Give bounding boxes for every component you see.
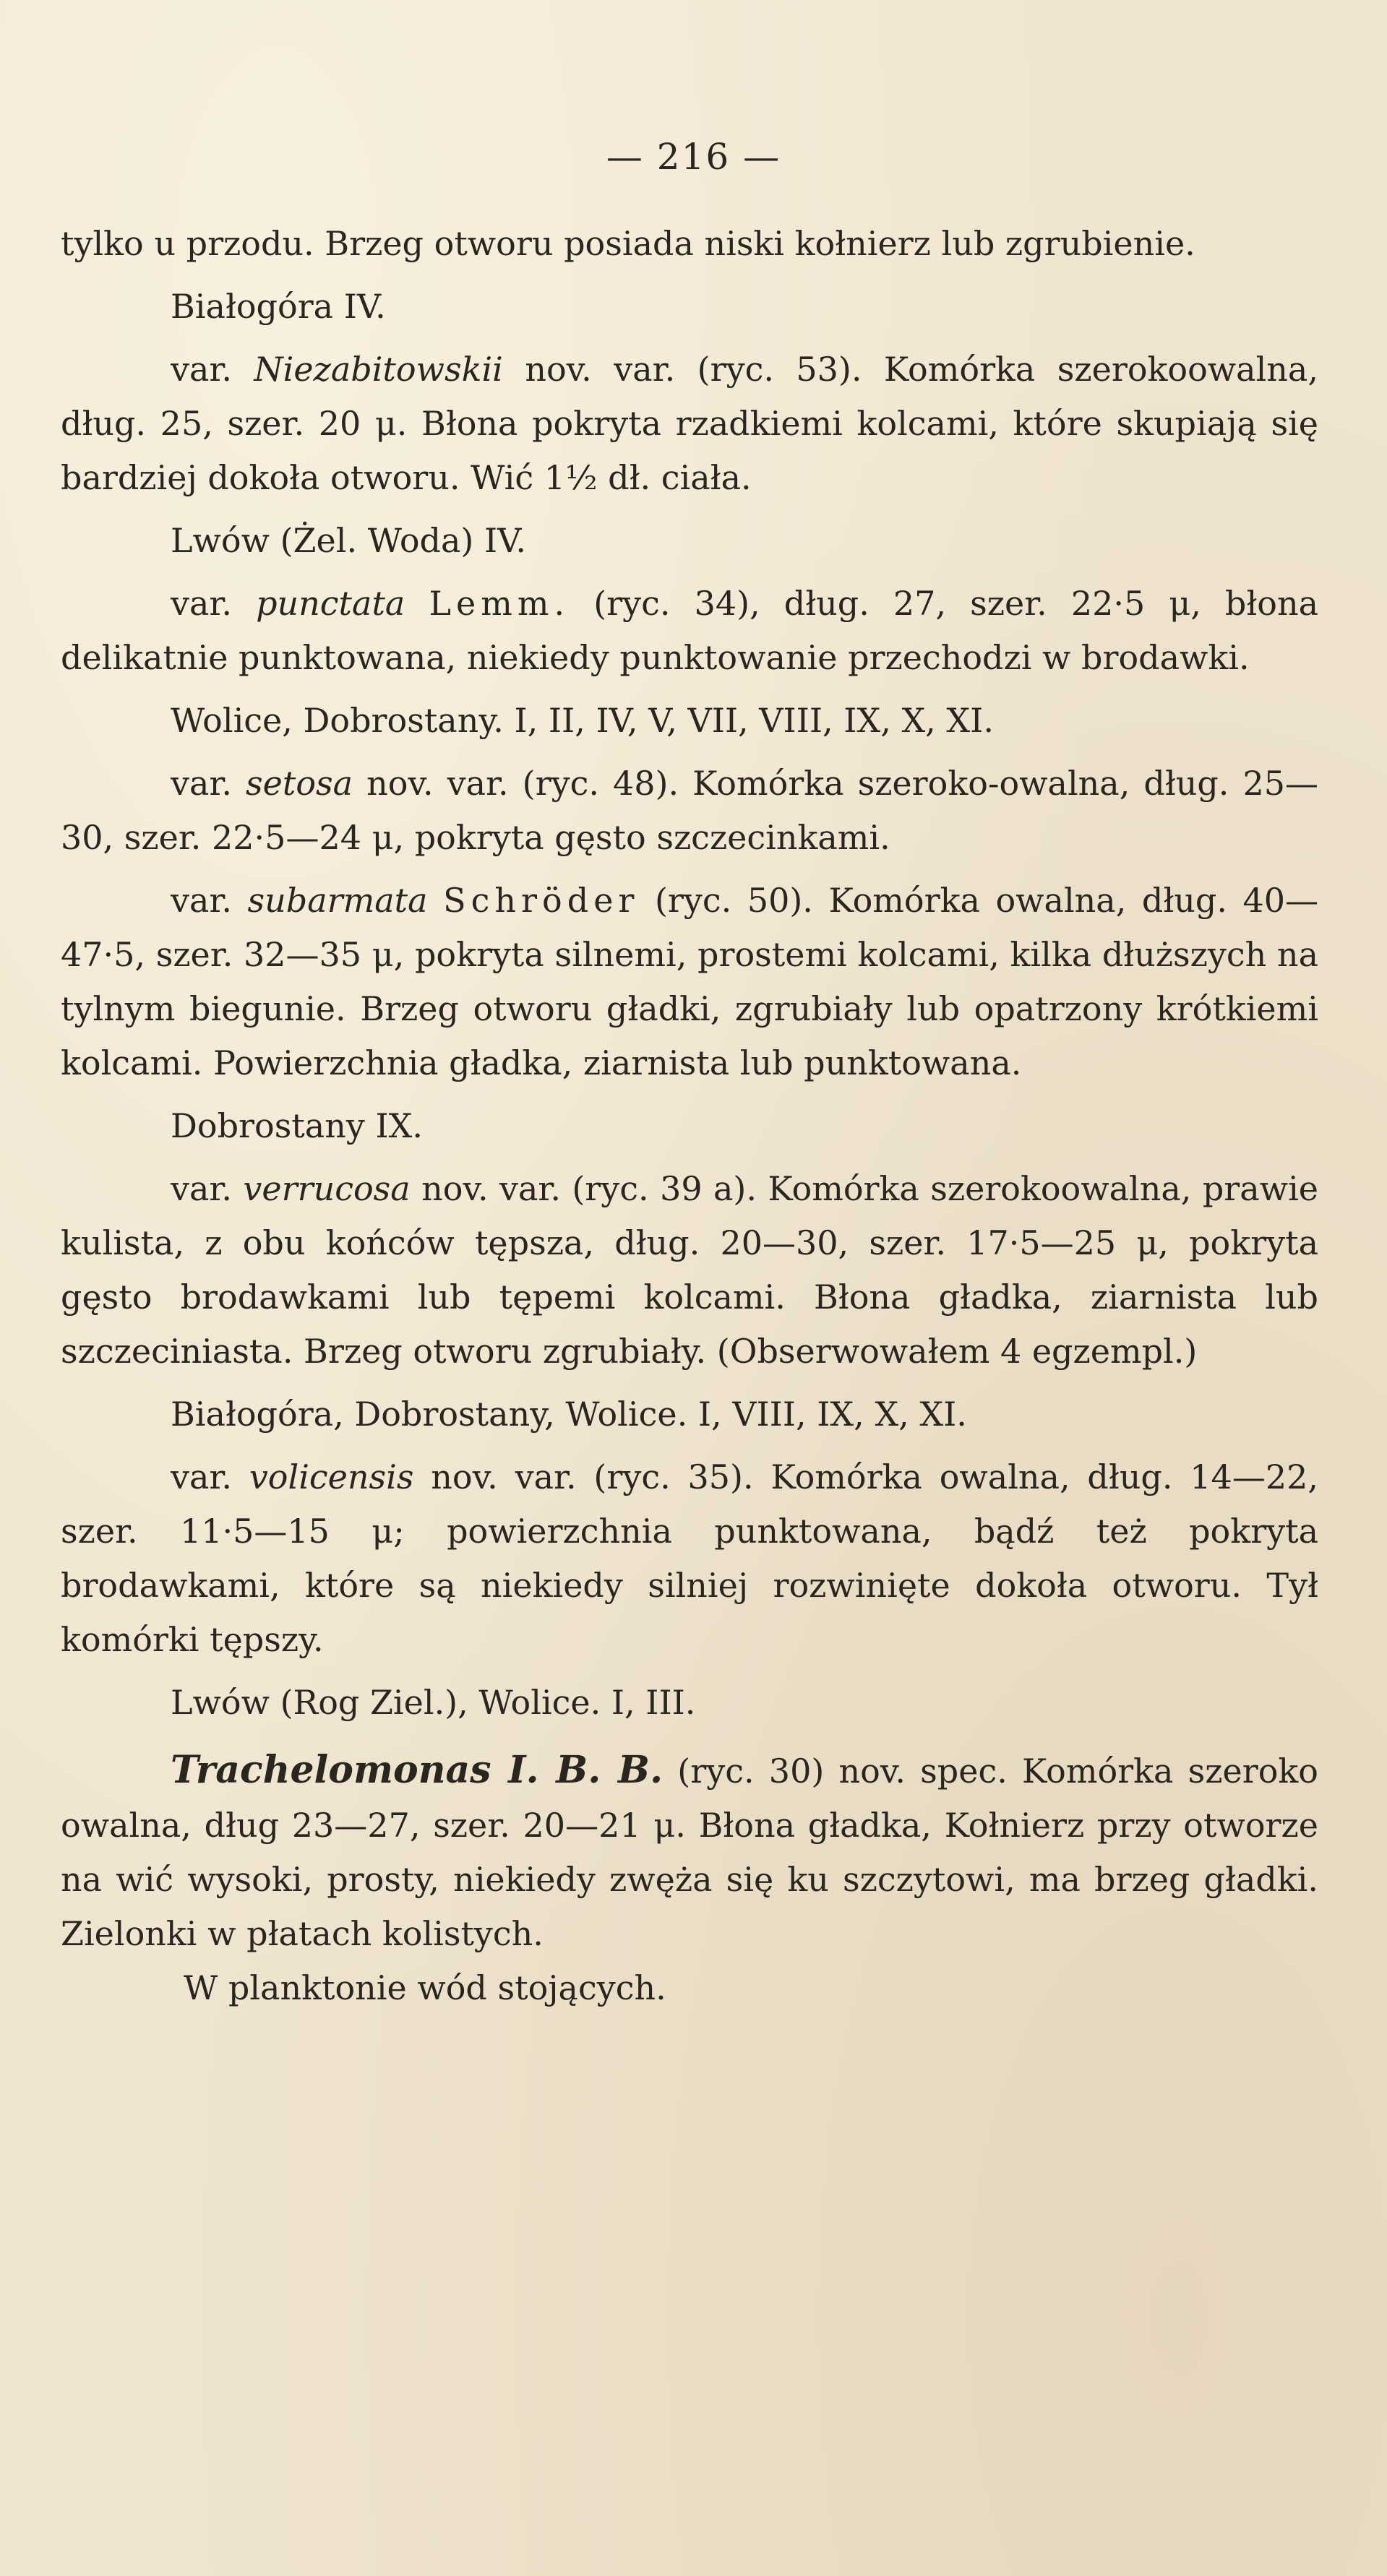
taxon-name: volicensis bbox=[249, 1457, 414, 1496]
var-prefix: var. bbox=[171, 350, 232, 389]
entry-description: nov. var. (ryc. 39 a). Komórka szerokoowalna, prawie kulista, z obu końców tępsza, dług. 20—30, szer. 17·5—25 μ, pokryta gęsto brodawkami lub tępemi kolcami. Błona gładka, ziarnista lub szczeciniasta. Brzeg otworu zgrubiały. (Obserwowałem 4 egzempl.) bbox=[61, 1169, 1318, 1371]
page-number: — 216 — bbox=[606, 136, 781, 178]
taxon-name: subarmata bbox=[247, 881, 428, 920]
var-prefix: var. bbox=[171, 1457, 232, 1496]
locality-line: Wolice, Dobrostany. I, II, IV, V, VII, VIII, IX, X, XI. bbox=[171, 701, 994, 740]
taxon-name: punctata bbox=[256, 584, 405, 623]
taxon-name: Niezabitowskii bbox=[254, 350, 503, 389]
entry-description: (ryc. 30) nov. spec. Komórka szeroko owalna, dług 23—27, szer. 20—21 μ. Błona gładka, Kołnierz przy otworze na wić wysoki, prosty, niekiedy zwęża się ku szczytowi, ma brzeg gładki. Zielonki w płatach kolistych. bbox=[61, 1752, 1318, 1953]
locality-line: Lwów (Żel. Woda) IV. bbox=[171, 521, 526, 560]
var-prefix: var. bbox=[171, 881, 232, 920]
genus-name: Trachelomonas I. B. B. bbox=[171, 1748, 664, 1792]
habitat-line: W planktonie wód stojących. bbox=[184, 1968, 666, 2007]
entry-punctata bbox=[61, 577, 1318, 685]
body-text bbox=[61, 217, 1318, 2015]
entry-description: nov. var. (ryc. 48). Komórka szeroko-owalna, dług. 25—30, szer. 22·5—24 μ, pokryta gęsto szczecinkami. bbox=[61, 764, 1318, 857]
intro-paragraph: tylko u przodu. Brzeg otworu posiada niski kołnierz lub zgrubienie. bbox=[61, 224, 1195, 263]
taxon-name: verrucosa bbox=[243, 1169, 411, 1208]
entry-description: (ryc. 50). Komórka owalna, dług. 40—47·5, szer. 32—35 μ, pokryta silnemi, prostemi kolcami, kilka dłuższych na tylnym biegunie. Brzeg otworu gładki, zgrubiały lub opatrzony krótkiemi kolcami. Powierzchnia gładka, ziarnista lub punktowana. bbox=[61, 881, 1319, 1082]
locality-line: Dobrostany IX. bbox=[171, 1106, 423, 1145]
entry-setosa bbox=[61, 757, 1318, 865]
entry-subarmata bbox=[61, 874, 1318, 1090]
entry-description: (ryc. 34), dług. 27, szer. 22·5 μ, błona delikatnie punktowana, niekiedy punktowanie przechodzi w brodawki. bbox=[61, 584, 1319, 677]
taxon-author: Schröder bbox=[443, 881, 640, 920]
locality-line: Lwów (Rog Ziel.), Wolice. I, III. bbox=[171, 1683, 696, 1722]
locality-line: Białogóra, Dobrostany, Wolice. I, VIII, IX, X, XI. bbox=[171, 1395, 967, 1434]
entry-verrucosa bbox=[61, 1162, 1318, 1379]
taxon-name: setosa bbox=[246, 764, 353, 803]
taxon-author: Lemm. bbox=[429, 584, 570, 623]
entry-description: nov. var. (ryc. 53). Komórka szerokoowalna, dług. 25, szer. 20 μ. Błona pokryta rzadkiemi kolcami, które skupiają się bardziej dokoła otworu. Wić 1½ dł. ciała. bbox=[61, 350, 1318, 497]
var-prefix: var. bbox=[171, 584, 232, 623]
locality-line: Białogóra IV. bbox=[171, 287, 386, 326]
entry-niezabitowskii bbox=[61, 343, 1318, 505]
entry-description: nov. var. (ryc. 35). Komórka owalna, dług. 14—22, szer. 11·5—15 μ; powierzchnia punktowana, bądź też pokryta brodawkami, które są niekiedy silniej rozwinięte dokoła otworu. Tył komórki tępszy. bbox=[61, 1457, 1318, 1659]
entry-volicensis bbox=[61, 1450, 1318, 1667]
var-prefix: var. bbox=[171, 764, 232, 803]
var-prefix: var. bbox=[171, 1169, 232, 1208]
entry-trachelomonas bbox=[61, 1743, 1318, 1961]
